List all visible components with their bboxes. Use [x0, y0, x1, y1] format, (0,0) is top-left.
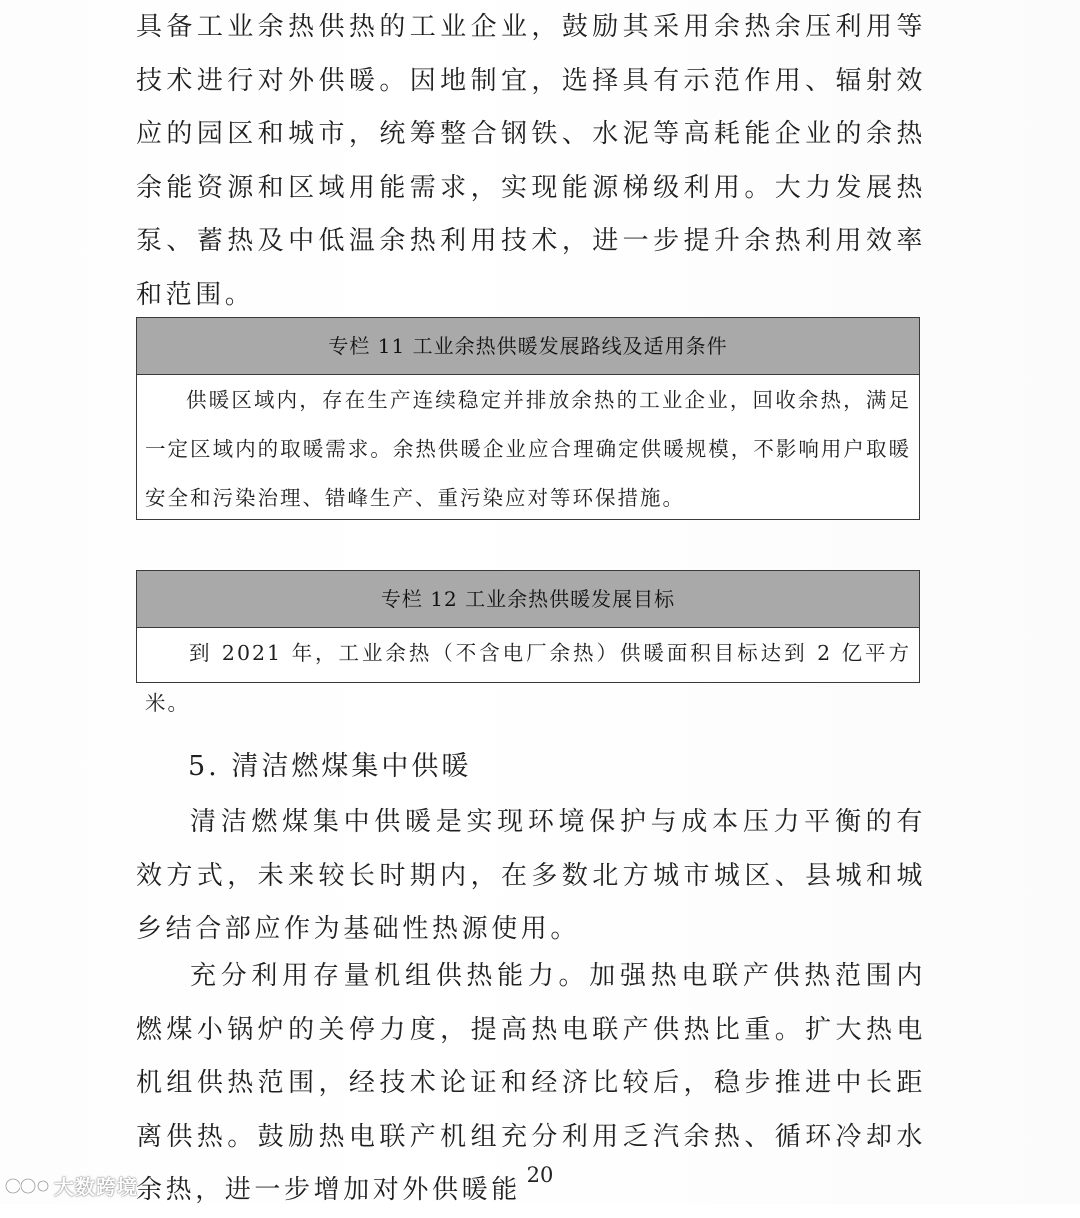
column-box-12-body: 到 2021 年，工业余热（不含电厂余热）供暖面积目标达到 2 亿平方米。: [145, 641, 911, 715]
watermark-text: 大数跨境: [54, 1174, 138, 1199]
column-box-11-body: 供暖区域内，存在生产连续稳定并排放余热的工业企业，回收余热，满足一定区域内的取暖需求。余热供暖企业应合理确定供暖规模，不影响用户取暖安全和污染治理、错峰生产、重污染应对等环保措施。: [145, 388, 911, 510]
body-paragraph-2: 充分利用存量机组供热能力。加强热电联产供热范围内燃煤小锅炉的关停力度，提高热电联产供热比重。扩大热电机组供热范围，经技术论证和经济比较后，稳步推进中长距离供热。鼓励热电联产机组充分利用乏汽余热、循环冷却水余热，进一步增加对外供暖能: [136, 961, 926, 1205]
column-box-11-title: 专栏 11 工业余热供暖发展路线及适用条件: [137, 318, 919, 375]
section-heading: 5. 清洁燃煤集中供暖: [188, 751, 472, 782]
intro-paragraph: 具备工业余热供热的工业企业，鼓励其采用余热余压利用等技术进行对外供暖。因地制宜，选择具有示范作用、辐射效应的园区和城市，统筹整合钢铁、水泥等高耗能企业的余热余能资源和区域用能需求，实现能源梯级利用。大力发展热泵、蓄热及中低温余热利用技术，进一步提升余热利用效率和范围。: [136, 12, 926, 310]
column-box-11: [136, 317, 920, 520]
logo-mark-icon: [4, 1172, 50, 1198]
page-number: 20: [526, 1163, 554, 1187]
watermark: [4, 1170, 138, 1200]
body-paragraph-1: 清洁燃煤集中供暖是实现环境保护与成本压力平衡的有效方式，未来较长时期内，在多数北方城市城区、县城和城乡结合部应作为基础性热源使用。: [136, 807, 926, 944]
column-box-12: [136, 570, 920, 715]
column-box-12-title: 专栏 12 工业余热供暖发展目标: [137, 571, 919, 628]
